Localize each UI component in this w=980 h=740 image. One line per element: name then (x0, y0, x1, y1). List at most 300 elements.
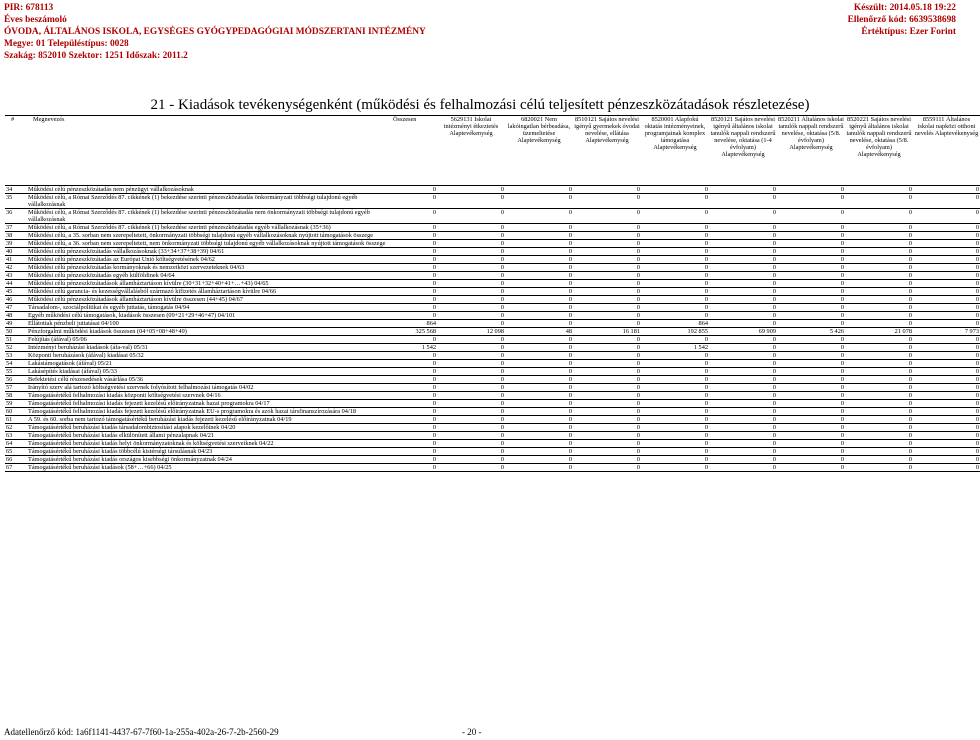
cell-value: 0 (500, 224, 504, 231)
cell-value: 0 (840, 336, 844, 343)
cell-value: 0 (500, 304, 504, 311)
cell-value: 0 (975, 368, 979, 375)
cell-value: 0 (568, 186, 572, 193)
row-description: Működési célú, a Római Szerződés 87. cikkének (1) bekezdése szerinti pénzeszközátadás egyéb vállalkozásnak (35+36) (28, 224, 331, 231)
institution-name: ÓVODA, ÁLTALÁNOS ISKOLA, EGYSÉGES GYÓGYPEDAGÓGIAI MÓDSZERTANI INTÉZMÉNY (4, 27, 426, 37)
column-header: 8559111 Általános iskolai napközi otthoni nevelés Alaptevékenység (913, 116, 980, 186)
row-number: 54 (6, 360, 13, 367)
cell-value: 0 (908, 240, 912, 247)
row-number: 36 (6, 209, 13, 216)
cell-value: 0 (975, 360, 979, 367)
cell-value: 0 (975, 440, 979, 447)
row-description: Működési célú pénzeszközátadás nem pénzügyi vállalkozásoknak (28, 186, 194, 193)
cell-value: 0 (772, 209, 776, 216)
cell-value: 0 (840, 344, 844, 351)
cell-value: 0 (975, 456, 979, 463)
cell-value: 0 (975, 240, 979, 247)
table-row (5, 400, 980, 408)
cell-value: 0 (975, 416, 979, 423)
cell-value: 0 (704, 304, 708, 311)
cell-value: 0 (500, 296, 504, 303)
cell-value: 0 (636, 440, 640, 447)
cell-value: 0 (704, 194, 708, 201)
row-description: Támogatásértékű felhalmozási kiadás fejezeti kezelésű előirányzatnak hazai programokra 04/17 (28, 400, 270, 407)
row-description: Működési célú pénzeszközátadás az Európai Unió költségvetésének 04/62 (28, 256, 215, 263)
cell-value: 0 (568, 256, 572, 263)
table-row (5, 232, 980, 240)
cell-value: 0 (908, 440, 912, 447)
table-row (5, 240, 980, 248)
row-number: 62 (6, 424, 13, 431)
cell-value: 0 (636, 408, 640, 415)
cell-value: 0 (568, 360, 572, 367)
cell-value: 0 (704, 400, 708, 407)
cell-value: 0 (772, 186, 776, 193)
cell-value: 0 (772, 248, 776, 255)
cell-value: 0 (840, 392, 844, 399)
column-header: 6820021 Nem lakóingatlan bérbeadása, üzemeltetése Alaptevékenység (505, 116, 573, 186)
cell-value: 0 (772, 440, 776, 447)
row-description: Társadalom-, szociálpolitikai és egyéb juttatás, támogatás 04/94 (28, 304, 190, 311)
cell-value: 0 (840, 224, 844, 231)
cell-value: 7 973 (964, 328, 979, 335)
table-row (5, 392, 980, 400)
cell-value: 0 (975, 376, 979, 383)
cell-value: 0 (500, 232, 504, 239)
cell-value: 0 (975, 392, 979, 399)
cell-value: 0 (908, 280, 912, 287)
row-description: Lakástámogatások (áfával) 05/21 (28, 360, 112, 367)
row-number: 55 (6, 368, 13, 375)
row-description: Támogatásértékű beruházási kiadások (58+…+66) 04/25 (28, 464, 172, 471)
row-number: 43 (6, 272, 13, 279)
cell-value: 0 (772, 320, 776, 327)
table-row (5, 360, 980, 368)
cell-value: 0 (704, 312, 708, 319)
cell-value: 0 (840, 209, 844, 216)
cell-value: 0 (500, 256, 504, 263)
cell-value: 0 (432, 336, 436, 343)
table-row (5, 328, 980, 336)
cell-value: 0 (704, 186, 708, 193)
cell-value: 0 (568, 248, 572, 255)
cell-value: 0 (704, 416, 708, 423)
cell-value: 0 (908, 392, 912, 399)
row-description: Működési célú pénzeszközátadás kormányoknak és nemzetközi szervezeteknek 04/63 (28, 264, 245, 271)
table-row (5, 288, 980, 296)
row-description: Befektetési célú részesedések vásárlása 05/36 (28, 376, 144, 383)
cell-value: 0 (772, 296, 776, 303)
cell-value: 0 (840, 424, 844, 431)
cell-value: 325 568 (415, 328, 436, 335)
cell-value: 0 (772, 368, 776, 375)
cell-value: 0 (975, 448, 979, 455)
cell-value: 0 (568, 392, 572, 399)
row-description: Működési célú, a 36. sorban nem szerepeltetett, nem önkormányzati többségi tulajdonú egyéb vállalkozásoknak nyújtott támogatások összege (28, 240, 386, 247)
row-description: Ellátottak pénzbeli juttatásai 04/100 (28, 320, 119, 327)
cell-value: 0 (840, 440, 844, 447)
row-description: Működési célú, a 35. sorban nem szerepeltetett, önkormányzati többségi tulajdonú egyéb vállalkozásoknak nyújtott támogatások összege (28, 232, 374, 239)
cell-value: 0 (975, 408, 979, 415)
cell-value: 0 (704, 288, 708, 295)
cell-value: 0 (908, 376, 912, 383)
cell-value: 0 (840, 256, 844, 263)
cell-value: 0 (636, 304, 640, 311)
cell-value: 0 (568, 209, 572, 216)
cell-value: 0 (704, 336, 708, 343)
cell-value: 0 (840, 448, 844, 455)
table-row (5, 304, 980, 312)
cell-value: 0 (432, 376, 436, 383)
cell-value: 0 (636, 384, 640, 391)
column-header: 8520001 Alapfokú oktatás intézményeinek, programjainak komplex támogatása Alaptevékenység (641, 116, 709, 186)
row-number: 37 (6, 224, 13, 231)
cell-value: 0 (704, 448, 708, 455)
cell-value: 0 (704, 408, 708, 415)
cell-value: 0 (568, 288, 572, 295)
cell-value: 0 (636, 400, 640, 407)
table-body (5, 186, 980, 472)
expenditure-table (5, 115, 980, 472)
cell-value: 0 (908, 312, 912, 319)
sector-line: Szakág: 852010 Szektor: 1251 Időszak: 2011.2 (4, 51, 188, 61)
cell-value: 0 (568, 336, 572, 343)
cell-value: 0 (500, 312, 504, 319)
cell-value: 0 (975, 256, 979, 263)
row-number: 63 (6, 432, 13, 439)
row-number: 47 (6, 304, 13, 311)
cell-value: 0 (500, 440, 504, 447)
cell-value: 1 542 (421, 344, 436, 351)
table-row (5, 464, 980, 472)
cell-value: 0 (840, 312, 844, 319)
cell-value: 0 (636, 376, 640, 383)
table-title: 21 - Kiadások tevékenységenként (működési és felhalmozási célú teljesített pénzeszközátadások részletezése) (150, 97, 810, 113)
row-number: 53 (6, 352, 13, 359)
table-row (5, 194, 980, 209)
cell-value: 0 (840, 376, 844, 383)
cell-value: 0 (704, 248, 708, 255)
cell-value: 0 (908, 186, 912, 193)
row-description: Működési célú pénzeszközátadások államháztartáson kívülre (30+31+32+40+41+…+43) 04/65 (28, 280, 269, 287)
cell-value: 0 (568, 376, 572, 383)
row-number: 44 (6, 280, 13, 287)
cell-value: 192 855 (687, 328, 708, 335)
cell-value: 0 (772, 240, 776, 247)
cell-value: 0 (704, 272, 708, 279)
cell-value: 0 (568, 352, 572, 359)
cell-value: 0 (568, 264, 572, 271)
cell-value: 0 (432, 272, 436, 279)
row-number: 61 (6, 416, 13, 423)
column-header: 8510121 Sajátos nevelési igényű gyermekek óvodai nevelése, ellátása Alaptevékenység (573, 116, 641, 186)
cell-value: 0 (500, 384, 504, 391)
table-row (5, 432, 980, 440)
table-row (5, 248, 980, 256)
cell-value: 0 (908, 272, 912, 279)
county-line: Megye: 01 Településtípus: 0028 (4, 39, 129, 49)
table-row (5, 448, 980, 456)
row-number: 65 (6, 448, 13, 455)
cell-value: 0 (432, 304, 436, 311)
column-header: # (5, 116, 27, 186)
row-number: 40 (6, 248, 13, 255)
row-number: 67 (6, 464, 13, 471)
cell-value: 0 (772, 416, 776, 423)
cell-value: 0 (636, 186, 640, 193)
row-description: Lakásépítés kiadásai (áfával) 05/33 (28, 368, 117, 375)
row-number: 35 (6, 194, 13, 201)
cell-value: 0 (908, 264, 912, 271)
table-header-row (5, 116, 980, 186)
row-number: 50 (6, 328, 13, 335)
cell-value: 1 542 (693, 344, 708, 351)
cell-value: 0 (908, 296, 912, 303)
table-row (5, 224, 980, 232)
cell-value: 0 (975, 424, 979, 431)
cell-value: 0 (772, 408, 776, 415)
cell-value: 0 (636, 296, 640, 303)
cell-value: 0 (636, 360, 640, 367)
cell-value: 0 (500, 336, 504, 343)
cell-value: 0 (772, 384, 776, 391)
cell-value: 0 (432, 408, 436, 415)
cell-value: 0 (500, 248, 504, 255)
table-row (5, 320, 980, 328)
cell-value: 0 (908, 352, 912, 359)
table-row (5, 408, 980, 416)
cell-value: 0 (568, 320, 572, 327)
cell-value: 5 426 (829, 328, 844, 335)
cell-value: 0 (840, 432, 844, 439)
cell-value: 0 (636, 368, 640, 375)
cell-value: 16 181 (622, 328, 640, 335)
cell-value: 12 098 (486, 328, 504, 335)
row-number: 57 (6, 384, 13, 391)
cell-value: 0 (432, 280, 436, 287)
cell-value: 0 (772, 194, 776, 201)
cell-value: 0 (908, 408, 912, 415)
cell-value: 0 (704, 464, 708, 471)
cell-value: 0 (908, 288, 912, 295)
cell-value: 0 (568, 400, 572, 407)
table-row (5, 209, 980, 224)
cell-value: 0 (908, 232, 912, 239)
cell-value: 0 (840, 400, 844, 407)
table-row (5, 256, 980, 264)
cell-value: 0 (568, 416, 572, 423)
cell-value: 0 (840, 232, 844, 239)
cell-value: 0 (500, 456, 504, 463)
row-number: 58 (6, 392, 13, 399)
cell-value: 0 (704, 440, 708, 447)
cell-value: 0 (975, 312, 979, 319)
row-description: Támogatásértékű felhalmozási kiadás központi költségvetési szervnek 04/16 (28, 392, 221, 399)
cell-value: 0 (432, 416, 436, 423)
cell-value: 0 (908, 320, 912, 327)
cell-value: 0 (568, 224, 572, 231)
column-header: 8520121 Sajátos nevelési igényű általános iskolai tanulók nappali rendszerű nevelése, oktatása (1-4 évfolyam) Alaptevékenység (709, 116, 777, 186)
cell-value: 0 (975, 264, 979, 271)
cell-value: 0 (636, 320, 640, 327)
cell-value: 0 (908, 224, 912, 231)
cell-value: 0 (704, 232, 708, 239)
cell-value: 0 (908, 384, 912, 391)
row-description: Működési célú pénzeszközátadás egyéb külföldinek 04/64 (28, 272, 175, 279)
cell-value: 0 (432, 312, 436, 319)
created-date: Készült: 2014.05.18 19:22 (853, 3, 956, 13)
table-row (5, 456, 980, 464)
cell-value: 0 (908, 424, 912, 431)
cell-value: 0 (704, 368, 708, 375)
cell-value: 0 (500, 352, 504, 359)
cell-value: 0 (908, 336, 912, 343)
cell-value: 0 (568, 312, 572, 319)
cell-value: 0 (568, 448, 572, 455)
cell-value: 0 (704, 209, 708, 216)
cell-value: 0 (568, 344, 572, 351)
row-number: 46 (6, 296, 13, 303)
cell-value: 0 (704, 240, 708, 247)
row-number: 39 (6, 240, 13, 247)
row-description: Támogatásértékű beruházási kiadás helyi önkormányzatoknak és költségvetési szerveiknek 04/22 (28, 440, 274, 447)
cell-value: 0 (636, 209, 640, 216)
cell-value: 0 (432, 186, 436, 193)
cell-value: 0 (432, 248, 436, 255)
cell-value: 0 (636, 232, 640, 239)
cell-value: 0 (840, 186, 844, 193)
cell-value: 0 (772, 304, 776, 311)
cell-value: 0 (500, 272, 504, 279)
cell-value: 0 (500, 360, 504, 367)
table-row (5, 352, 980, 360)
row-description: Támogatásértékű beruházási kiadás elkülönített állami pénzalapnak 04/21 (28, 432, 215, 439)
cell-value: 0 (975, 432, 979, 439)
cell-value: 0 (568, 194, 572, 201)
cell-value: 0 (975, 288, 979, 295)
column-header: 8520211 Általános iskolai tanulók nappali rendszerű nevelése, oktatása (5/8. évfolyam) Alaptevékenység (777, 116, 845, 186)
cell-value: 0 (908, 432, 912, 439)
cell-value: 0 (772, 464, 776, 471)
row-number: 66 (6, 456, 13, 463)
row-number: 64 (6, 440, 13, 447)
cell-value: 0 (636, 312, 640, 319)
table-row (5, 280, 980, 288)
cell-value: 0 (975, 194, 979, 201)
cell-value: 0 (908, 209, 912, 216)
row-description: Működési célú pénzeszközátadás vállalkozásoknak (33+34+37+38+39) 04/61 (28, 248, 225, 255)
cell-value: 0 (432, 256, 436, 263)
cell-value: 0 (568, 432, 572, 439)
table-row (5, 186, 980, 194)
cell-value: 0 (840, 416, 844, 423)
cell-value: 0 (432, 232, 436, 239)
cell-value: 0 (432, 440, 436, 447)
cell-value: 0 (840, 464, 844, 471)
cell-value: 0 (636, 288, 640, 295)
row-number: 45 (6, 288, 13, 295)
cell-value: 0 (975, 400, 979, 407)
cell-value: 0 (636, 194, 640, 201)
cell-value: 0 (908, 194, 912, 201)
cell-value: 0 (704, 256, 708, 263)
cell-value: 0 (975, 280, 979, 287)
table-row (5, 440, 980, 448)
cell-value: 0 (636, 464, 640, 471)
cell-value: 0 (772, 424, 776, 431)
report-type: Éves beszámoló (4, 15, 67, 25)
cell-value: 0 (432, 456, 436, 463)
row-number: 48 (6, 312, 13, 319)
cell-value: 0 (975, 272, 979, 279)
cell-value: 0 (636, 272, 640, 279)
cell-value: 0 (636, 264, 640, 271)
cell-value: 0 (500, 392, 504, 399)
cell-value: 0 (772, 264, 776, 271)
row-description: Támogatásértékű beruházási kiadás társadalombiztosítási alapok kezelőinek 04/20 (28, 424, 236, 431)
cell-value: 0 (432, 392, 436, 399)
cell-value: 0 (500, 448, 504, 455)
cell-value: 0 (772, 336, 776, 343)
cell-value: 0 (500, 416, 504, 423)
cell-value: 0 (500, 280, 504, 287)
cell-value: 0 (432, 288, 436, 295)
cell-value: 0 (840, 408, 844, 415)
cell-value: 0 (704, 224, 708, 231)
cell-value: 0 (840, 368, 844, 375)
cell-value: 0 (704, 376, 708, 383)
cell-value: 0 (500, 408, 504, 415)
cell-value: 0 (500, 368, 504, 375)
cell-value: 0 (908, 248, 912, 255)
cell-value: 0 (500, 186, 504, 193)
row-description: A 59. és 60. sorba nem tartozó támogatásértékű beruházási kiadás fejezeti kezelésű előirányzatnak 04/19 (28, 416, 292, 423)
cell-value: 0 (500, 320, 504, 327)
row-number: 60 (6, 408, 13, 415)
cell-value: 0 (704, 424, 708, 431)
cell-value: 0 (636, 432, 640, 439)
cell-value: 0 (568, 408, 572, 415)
row-description: Támogatásértékű beruházási kiadás többcélú kistérségi társulásnak 04/23 (28, 448, 213, 455)
cell-value: 0 (772, 400, 776, 407)
table-row (5, 264, 980, 272)
row-number: 38 (6, 232, 13, 239)
cell-value: 0 (908, 416, 912, 423)
row-description: Irányító szerv alá tartozó költségvetési szervnek folyósított felhalmozási támogatás 04/02 (28, 384, 254, 391)
cell-value: 0 (975, 384, 979, 391)
row-number: 41 (6, 256, 13, 263)
cell-value: 0 (704, 280, 708, 287)
cell-value: 0 (704, 392, 708, 399)
cell-value: 0 (975, 464, 979, 471)
cell-value: 0 (840, 240, 844, 247)
row-description: Működési célú, a Római Szerződés 87. cikkének (1) bekezdése szerinti pénzeszközátadás nem önkormányzati többségi tulajdonú egyéb vállalkozásnak (28, 209, 370, 223)
cell-value: 0 (772, 272, 776, 279)
cell-value: 0 (704, 264, 708, 271)
cell-value: 0 (432, 360, 436, 367)
cell-value: 0 (432, 296, 436, 303)
cell-value: 0 (704, 384, 708, 391)
cell-value: 0 (500, 194, 504, 201)
cell-value: 0 (500, 376, 504, 383)
row-description: Központi beruházások (áfával) kiadásai 05/32 (28, 352, 144, 359)
cell-value: 0 (772, 376, 776, 383)
cell-value: 0 (840, 384, 844, 391)
cell-value: 0 (432, 240, 436, 247)
table-row (5, 344, 980, 352)
row-number: 34 (6, 186, 13, 193)
column-header: 8520221 Sajátos nevelési igényű általános iskolai tanulók nappali rendszerű nevelése, oktatása (5/8. évfolyam) Alaptevékenység (845, 116, 913, 186)
